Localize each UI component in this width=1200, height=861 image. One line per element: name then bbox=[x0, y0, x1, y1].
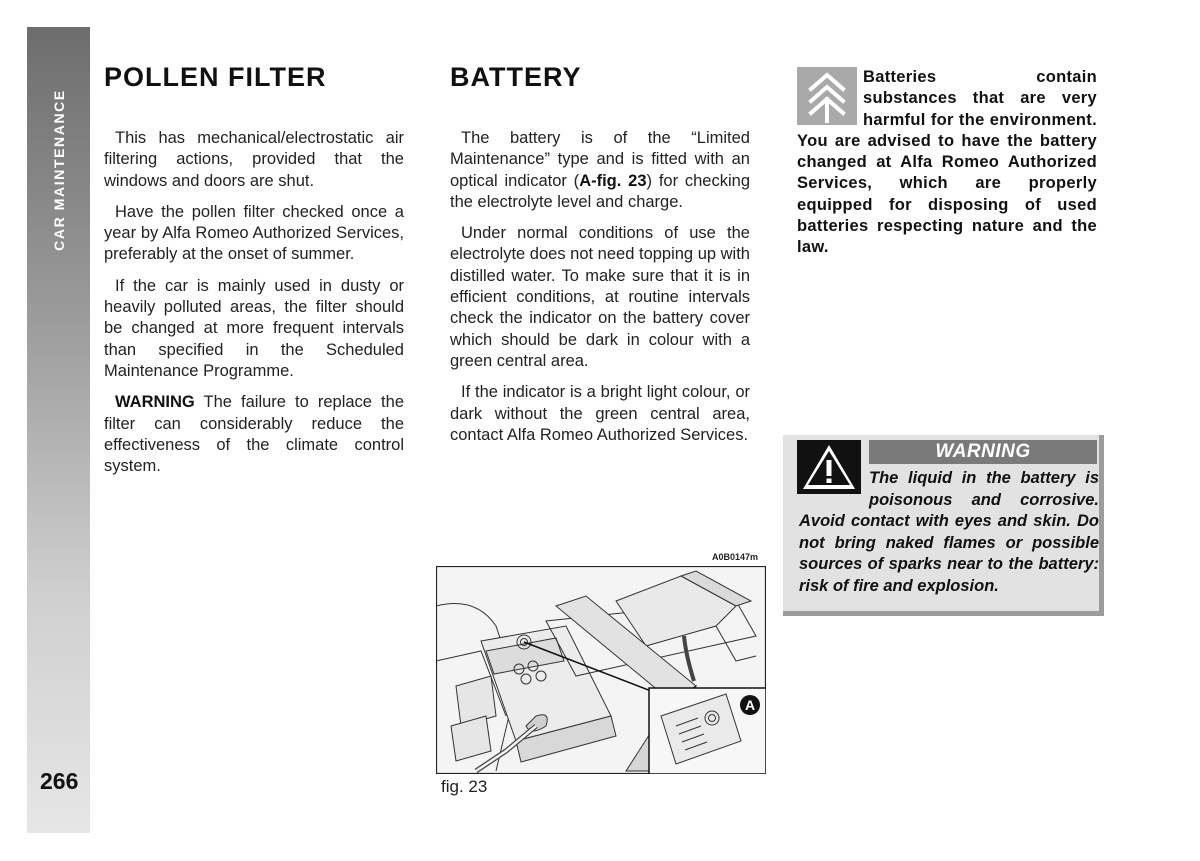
figure-callout: A bbox=[744, 697, 756, 713]
pollen-paragraph-3: If the car is mainly used in dusty or heavily polluted areas, the filter should be changed at more frequent intervals than specified in the Scheduled Maintenance Programme. bbox=[104, 276, 404, 380]
recycle-tree-icon bbox=[797, 67, 857, 125]
battery-illustration bbox=[436, 566, 766, 774]
warning-label: WARNING bbox=[115, 393, 195, 412]
battery-paragraph-2: Under normal conditions of use the electrolyte does not need topping up with distilled water. To make sure that it is in efficient conditions, at routine intervals check the indicator on the battery cover which should be dark in colour with a green central area. bbox=[450, 224, 750, 370]
warning-box-text: The liquid in the battery is poisonous and corrosive. Avoid contact with eyes and skin. Do not bring naked flames or possible sources of sparks near to the battery: risk of fire and explosion. bbox=[799, 469, 1099, 595]
page-number: 266 bbox=[40, 768, 79, 794]
warning-text: The failure to replace the filter can considerably reduce the effectiveness of the climate control system. bbox=[104, 393, 404, 476]
environment-note bbox=[797, 67, 1097, 259]
battery-heading: BATTERY bbox=[450, 62, 582, 92]
section-label: CAR MAINTENANCE bbox=[51, 89, 67, 251]
pollen-paragraph-2: Have the pollen filter checked once a year by Alfa Romeo Authorized Services, preferably at the onset of summer. bbox=[104, 202, 404, 264]
battery-paragraph-1: The battery is of the “Limited Maintenance” type and is fitted with an optical indicator (A-fig. 23) for checking the electrolyte level and charge. bbox=[450, 129, 751, 211]
figure-reference: A-fig. 23 bbox=[579, 171, 647, 190]
environment-note-text: Batteries contain substances that are very harmful for the environment. You are advised to have the battery changed at Alfa Romeo Authorized Services, which are properly equipped for disposing of used batteries respecting nature and the law. bbox=[797, 68, 1097, 257]
battery-text bbox=[450, 128, 750, 456]
pollen-warning-paragraph bbox=[104, 392, 404, 477]
pollen-filter-text bbox=[104, 128, 404, 487]
pollen-filter-heading: POLLEN FILTER bbox=[104, 62, 327, 92]
battery-paragraph-3: If the indicator is a bright light colour, or dark without the green central area, contact Alfa Romeo Authorized Services. bbox=[450, 383, 750, 444]
warning-box bbox=[783, 435, 1104, 616]
figure-caption: fig. 23 bbox=[441, 777, 488, 796]
figure-code: A0B0147m bbox=[712, 552, 759, 562]
warning-title: WARNING bbox=[869, 440, 1097, 464]
pollen-paragraph-1: This has mechanical/electrostatic air filtering actions, provided that the windows and doors are shut. bbox=[104, 129, 404, 190]
